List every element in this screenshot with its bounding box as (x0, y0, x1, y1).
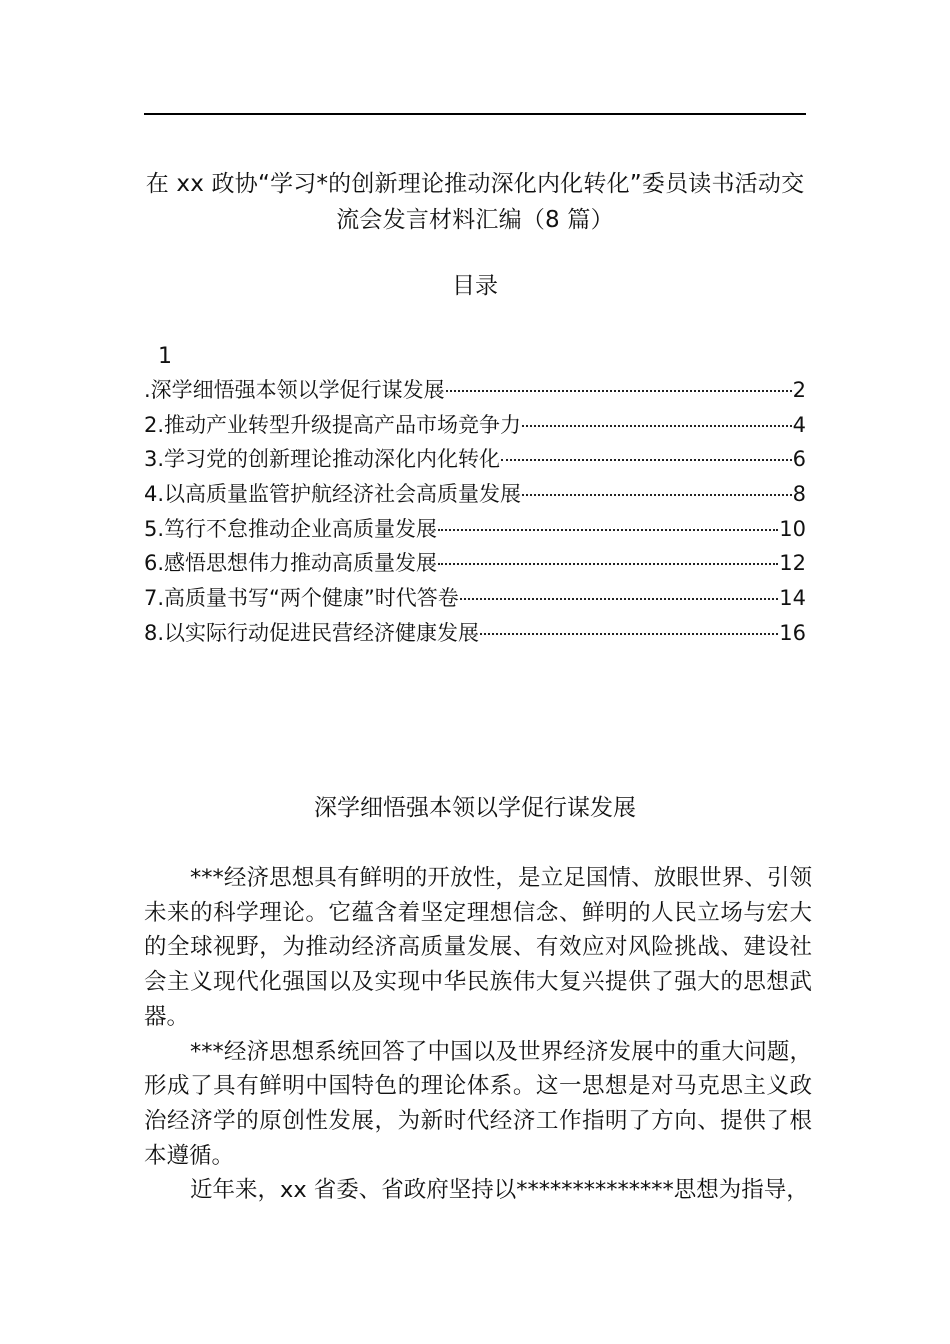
toc-entry-label: 8.以实际行动促进民营经济健康发展 (144, 620, 480, 645)
toc-entry-page: 16 (779, 620, 806, 645)
toc-entry[interactable] (144, 444, 806, 479)
toc-leader-dots (501, 459, 792, 461)
toc-leader-dots (446, 390, 792, 392)
toc-leader-dots (480, 633, 778, 635)
paragraph: 近年来，xx 省委、省政府坚持以**************思想为指导， (190, 1177, 809, 1204)
toc-entry[interactable] (144, 548, 806, 583)
toc-entry-label: .深学细悟强本领以学促行谋发展 (144, 378, 445, 402)
toc-entry[interactable] (144, 514, 806, 549)
toc-heading: 目录 (452, 273, 498, 299)
toc-entry-page: 12 (779, 551, 806, 576)
document-title: 在 xx 政协“学习*的创新理论推动深化内化转化”委员读书活动交流会发言材料汇编（8 篇） (145, 171, 805, 233)
toc-entry-page: 4 (792, 412, 806, 437)
toc-entry[interactable] (144, 410, 806, 445)
body-text (144, 861, 812, 1208)
toc-leader-dots (522, 494, 792, 496)
section-title: 深学细悟强本领以学促行谋发展 (314, 795, 636, 821)
toc-leader-dots (438, 563, 778, 565)
toc-entry-label: 6.感悟思想伟力推动高质量发展 (144, 551, 438, 576)
toc-leader-dots (438, 529, 778, 531)
toc-entry-label: 7.高质量书写“两个健康”时代答卷 (144, 586, 459, 611)
toc-entry-page: 14 (779, 586, 806, 611)
toc-entry-page: 6 (792, 447, 806, 472)
toc-entry-label: 3.学习党的创新理论推动深化内化转化 (144, 447, 501, 472)
paragraph: ***经济思想具有鲜明的开放性，是立足国情、放眼世界、引领未来的科学理论。它蕴含着坚定理想信念、鲜明的人民立场与宏大的全球视野，为推动经济高质量发展、有效应对风险挑战、建设社会主义现代化强国以及实现中华民族伟大复兴提供了强大的思想武器。 (144, 865, 812, 1030)
toc-entry-page: 8 (792, 482, 806, 507)
paragraph: ***经济思想系统回答了中国以及世界经济发展中的重大问题，形成了具有鲜明中国特色的理论体系。这一思想是对马克思主义政治经济学的原创性发展，为新时代经济工作指明了方向、提供了根本遵循。 (144, 1038, 812, 1169)
toc-entry-page: 2 (792, 378, 806, 402)
toc-entry-page: 10 (779, 516, 806, 541)
toc-leader-dots (522, 425, 792, 427)
toc-first-item-number: 1 (158, 344, 172, 369)
toc-entry[interactable] (144, 583, 806, 618)
toc-entry[interactable] (144, 618, 806, 653)
toc-leader-dots (460, 598, 778, 600)
toc-entry[interactable] (144, 375, 806, 410)
header-rule (144, 113, 806, 115)
toc-entry-label: 4.以高质量监管护航经济社会高质量发展 (144, 482, 522, 507)
toc-entry[interactable] (144, 479, 806, 514)
toc-entry-label: 5.笃行不怠推动企业高质量发展 (144, 516, 438, 541)
toc-entry-label: 2.推动产业转型升级提高产品市场竞争力 (144, 412, 522, 437)
table-of-contents (144, 375, 806, 653)
